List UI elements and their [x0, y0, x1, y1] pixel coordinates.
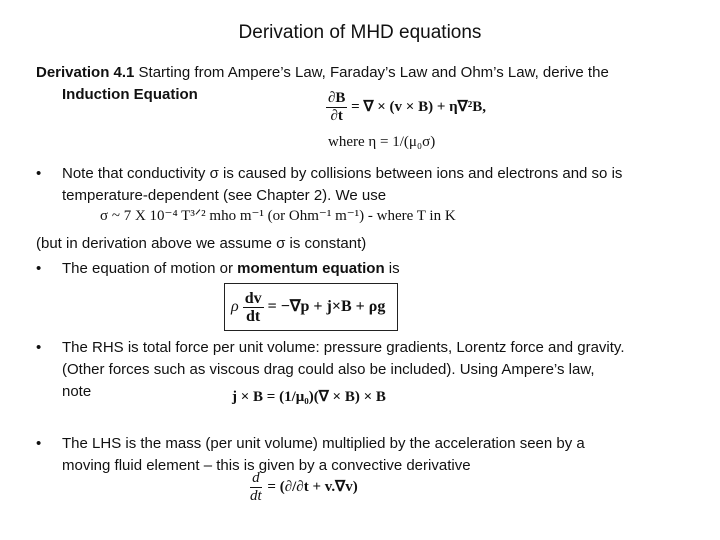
induction-rhs: = ∇ × (v × B) + η∇²B, — [351, 98, 486, 115]
bullet3-line2: (Other forces such as viscous drag could also be included). Using Ampere’s law, — [62, 361, 595, 378]
bullet1-line1: Note that conductivity σ is caused by collisions between ions and electrons and so is — [62, 165, 623, 182]
bullet2-suffix: is — [384, 260, 400, 277]
momentum-rhs: = −∇p + j×B + ρg — [267, 298, 386, 316]
convective-lhs: $\frac{d}{dt}$ — [250, 470, 262, 504]
bullet-glyph: • — [36, 435, 42, 452]
induction-equation — [326, 88, 496, 158]
bullet2-text — [62, 258, 400, 280]
derivation-text: Starting from Ampere’s Law, Faraday’s Law and Ohm’s Law, derive the — [134, 64, 609, 81]
lorentz-formula: j × B = (1/μ₀)(∇ × B) × B — [232, 389, 386, 405]
momentum-keyword: momentum equation — [237, 260, 385, 277]
momentum-lhs: $\frac{dv}{dt}$ — [244, 290, 262, 325]
bullet-glyph: • — [36, 339, 42, 356]
convective-rhs: = (∂/∂t + v.∇v) — [267, 478, 358, 495]
bullet2-lead: The equation of motion or — [62, 260, 238, 277]
derivation-label: Derivation 4.1 — [36, 64, 135, 81]
induction-where: where η = 1/(μ₀σ) — [328, 134, 436, 150]
bullet-glyph: • — [36, 260, 42, 277]
derivation-line — [36, 62, 696, 84]
rho-symbol: ρ — [231, 298, 239, 316]
bullet4-line1: The LHS is the mass (per unit volume) multiplied by the acceleration seen by a — [62, 435, 585, 452]
page-title: Derivation of MHD equations — [238, 22, 482, 43]
bullet1-line2: temperature-dependent (see Chapter 2). We use — [62, 187, 387, 204]
bullet3-line1: The RHS is total force per unit volume: pressure gradients, Lorentz force and gravity. — [62, 339, 625, 356]
bullet3-line3: note — [62, 383, 92, 400]
note-constant: (but in derivation above we assume σ is constant) — [36, 235, 367, 252]
momentum-equation — [224, 283, 398, 331]
induction-lhs: $\frac{\partial B}{\partial t}$ — [328, 90, 346, 124]
bullet4-line2: moving fluid element – this is given by a convective derivative — [62, 457, 471, 474]
convective-derivative — [248, 470, 358, 505]
bullet-glyph: • — [36, 165, 42, 182]
conductivity-formula: σ ~ 7 X 10⁻⁴ T³ᐟ² mho m⁻¹ (or Ohm⁻¹ m⁻¹) - where T in K — [100, 208, 456, 224]
derivation-subject: Induction Equation — [62, 86, 198, 103]
